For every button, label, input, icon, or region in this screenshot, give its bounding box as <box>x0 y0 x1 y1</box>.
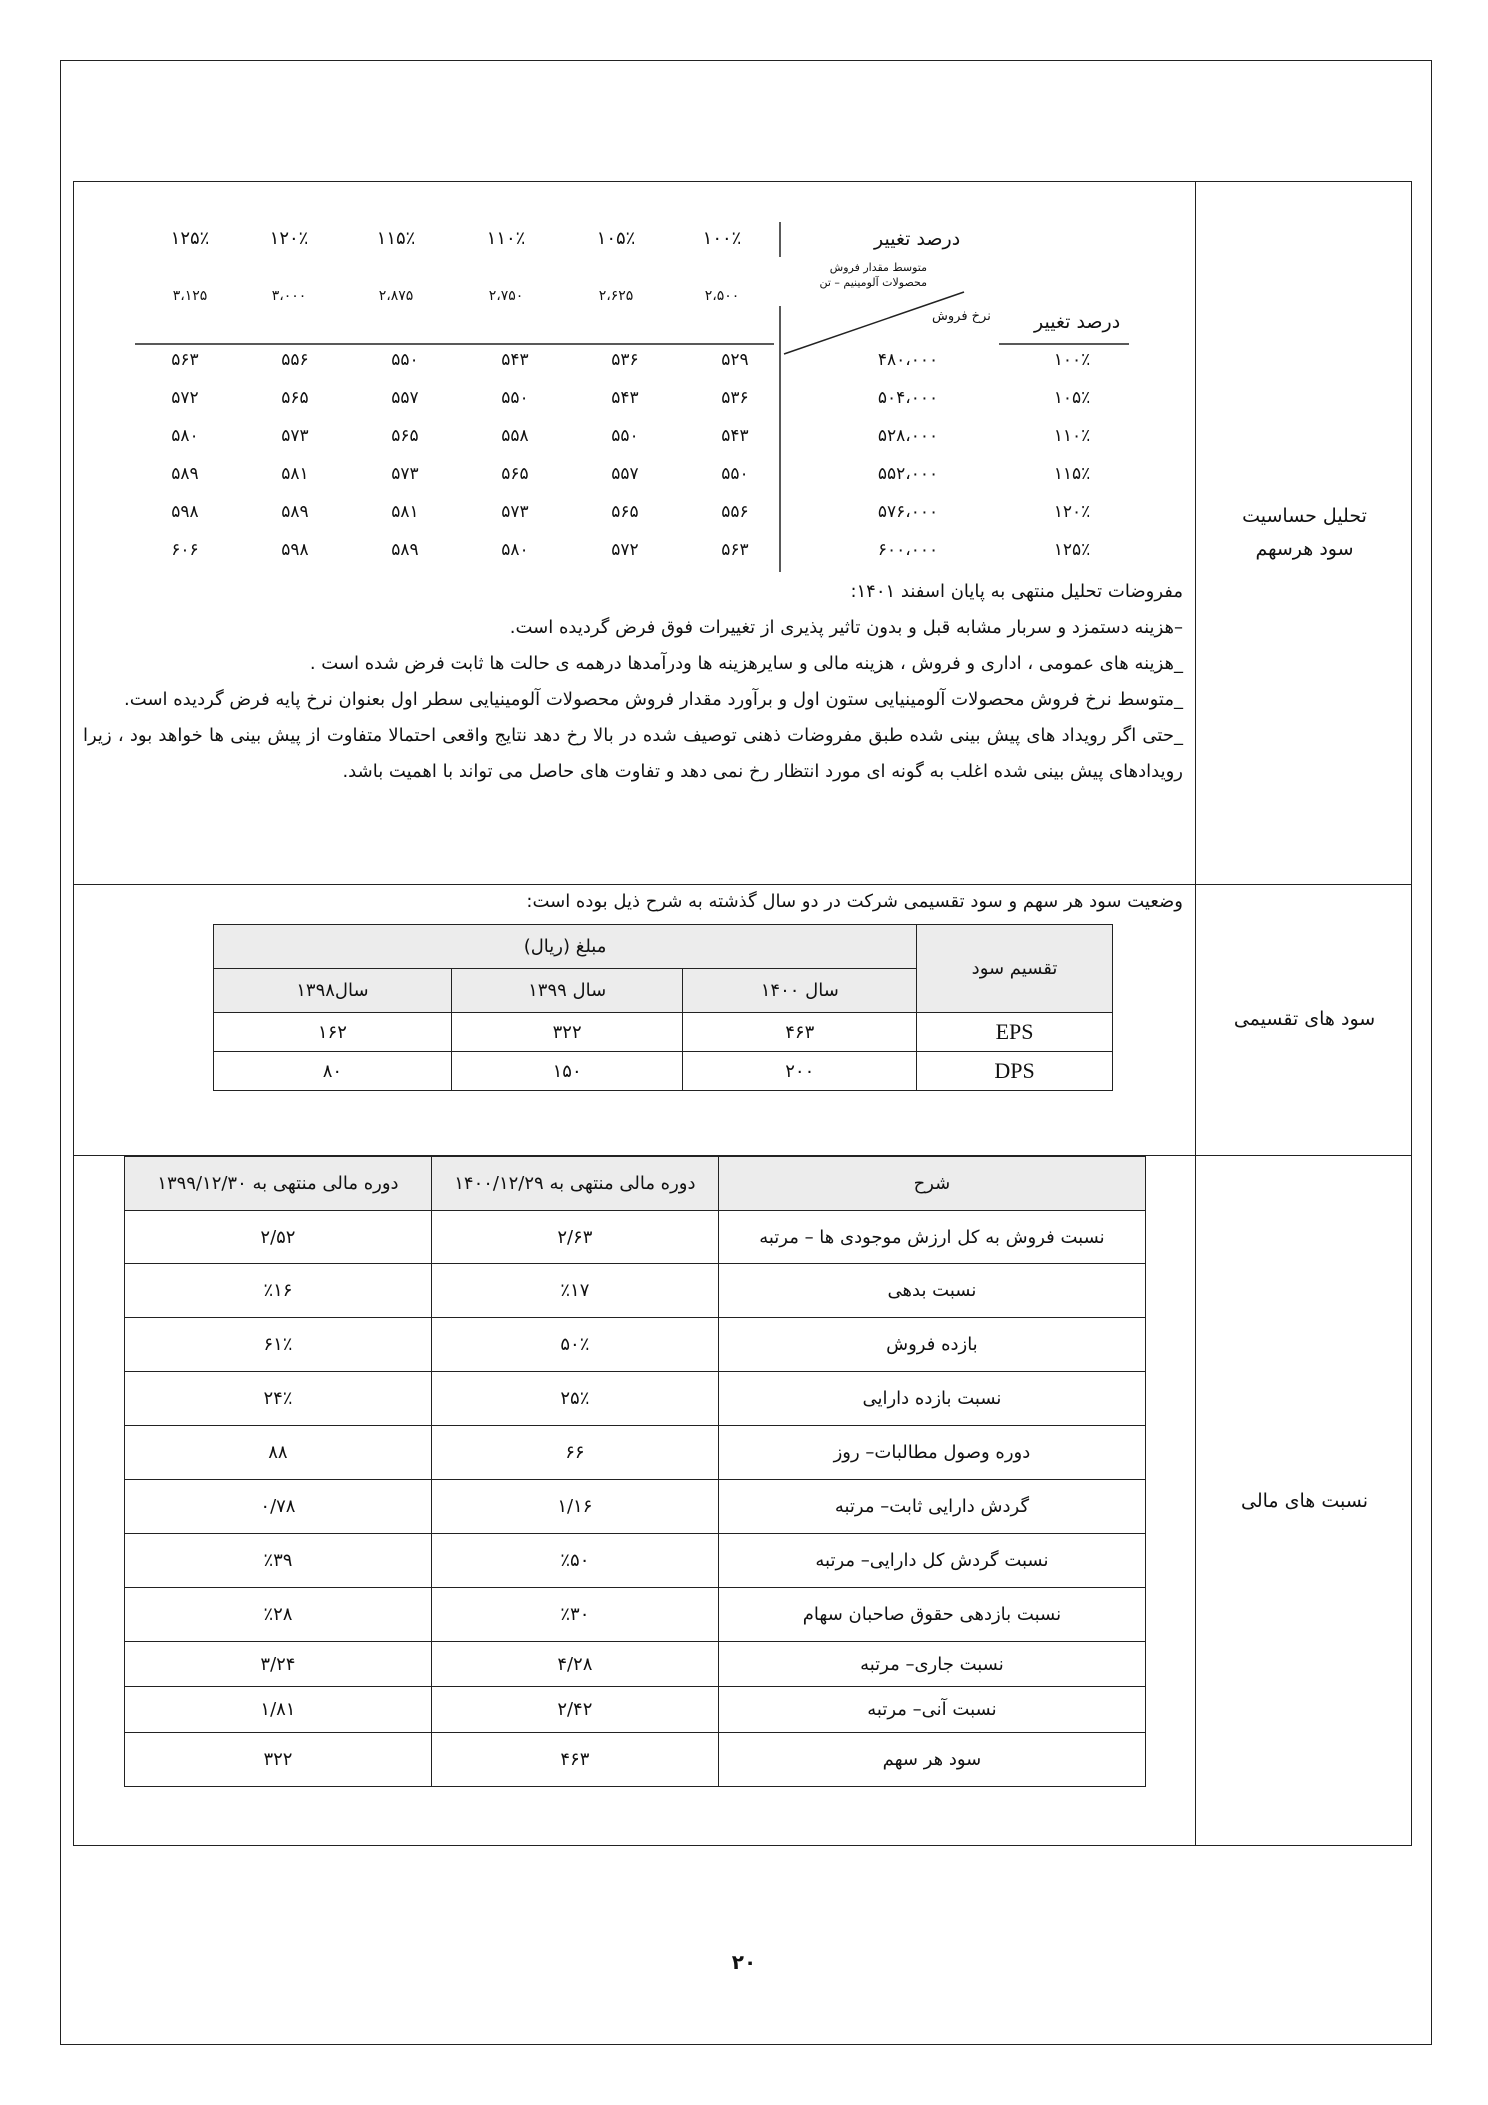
cell: ۵۸۹ <box>171 464 199 484</box>
col-vol-115: ۲،۸۷۵ <box>378 288 414 304</box>
ratio-name: نسبت جاری– مرتبه <box>718 1642 1145 1687</box>
ratio-1400: ٪۳۰ <box>431 1588 718 1642</box>
cell: ۵۵۶ <box>721 502 749 522</box>
ratios-content <box>74 1156 1195 1847</box>
eps-1400: ۴۶۳ <box>683 1013 917 1052</box>
ratio-1400: ۲۵٪ <box>431 1372 718 1426</box>
col-vol-125: ۳،۱۲۵ <box>172 288 208 304</box>
ratio-1400: ۲/۴۲ <box>431 1687 718 1733</box>
ratio-1399: ۸۸ <box>125 1426 432 1480</box>
cell: ۵۵۷ <box>611 464 639 484</box>
dividends-table <box>213 924 1113 1091</box>
cell: ۵۷۲ <box>611 540 639 560</box>
table-row <box>125 1687 1146 1733</box>
cell: ۵۷۳ <box>281 426 309 446</box>
col-pct-120: ۱۲۰٪ <box>269 228 309 249</box>
dividends-intro: وضعیت سود هر سهم و سود تقسیمی شرکت در دو سال گذشته به شرح ذیل بوده است: <box>526 891 1183 912</box>
table-row <box>214 1052 1113 1091</box>
ratio-name: گردش دارایی ثابت– مرتبه <box>718 1480 1145 1534</box>
ratio-name: نسبت بازده دارایی <box>718 1372 1145 1426</box>
ratio-name: نسبت آنی– مرتبه <box>718 1687 1145 1733</box>
cell: ۵۵۰ <box>501 388 529 408</box>
row-rate: ۵۵۲،۰۰۰ <box>877 464 939 484</box>
table-row <box>125 1480 1146 1534</box>
col-pct-105: ۱۰۵٪ <box>596 228 636 249</box>
assumption-item: –هزینه دستمزد و سربار مشابه قبل و بدون تاثیر پذیری از تغییرات فوق فرض گردیده است. <box>509 617 1183 638</box>
ratio-1399: ٪۳۹ <box>125 1534 432 1588</box>
col-pct-125: ۱۲۵٪ <box>170 228 210 249</box>
dps-1399: ۱۵۰ <box>451 1052 683 1091</box>
table-row <box>125 1642 1146 1687</box>
sales-rate-label: نرخ فروش <box>932 309 991 324</box>
dividends-label: سود های تقسیمی <box>1233 1008 1376 1031</box>
cell: ۵۴۳ <box>501 350 529 370</box>
cell: ۵۵۷ <box>391 388 419 408</box>
cell: ۵۶۵ <box>501 464 529 484</box>
assumptions-text <box>83 574 1183 790</box>
ratio-1400: ۶۶ <box>431 1426 718 1480</box>
main-table <box>73 181 1412 1846</box>
year-1398-header: سال۱۳۹۸ <box>214 969 452 1013</box>
cell: ۵۸۹ <box>281 502 309 522</box>
cell: ۵۹۸ <box>281 540 309 560</box>
ratio-1400: ٪۵۰ <box>431 1534 718 1588</box>
period-1399-header: دوره مالی منتهی به ۱۳۹۹/۱۲/۳۰ <box>125 1157 432 1211</box>
ratio-name: سود هر سهم <box>718 1733 1145 1787</box>
cell: ۵۲۹ <box>721 350 749 370</box>
ratio-1400: ۴/۲۸ <box>431 1642 718 1687</box>
row-pct: ۱۰۰٪ <box>1053 350 1091 370</box>
dps-1398: ۸۰ <box>214 1052 452 1091</box>
row-rate: ۴۸۰،۰۰۰ <box>877 350 939 370</box>
cell: ۵۵۸ <box>501 426 529 446</box>
table-row <box>125 1534 1146 1588</box>
col-pct-110: ۱۱۰٪ <box>486 228 526 249</box>
eps-1398: ۱۶۲ <box>214 1013 452 1052</box>
row-pct: ۱۰۵٪ <box>1053 388 1091 408</box>
dps-1400: ۲۰۰ <box>683 1052 917 1091</box>
ratio-1400: ۵۰٪ <box>431 1318 718 1372</box>
cell: ۵۸۹ <box>391 540 419 560</box>
cell: ۵۷۲ <box>171 388 199 408</box>
cell: ۵۶۵ <box>391 426 419 446</box>
row-pct: ۱۱۵٪ <box>1053 464 1091 484</box>
ratio-1400: ٪۱۷ <box>431 1264 718 1318</box>
cell: ۵۹۸ <box>171 502 199 522</box>
year-1400-header: سال ۱۴۰۰ <box>683 969 917 1013</box>
ratio-name: نسبت گردش کل دارایی– مرتبه <box>718 1534 1145 1588</box>
row-rate: ۵۰۴،۰۰۰ <box>877 388 939 408</box>
cell: ۵۷۳ <box>501 502 529 522</box>
col-pct-115: ۱۱۵٪ <box>376 228 416 249</box>
table-row <box>125 1372 1146 1426</box>
amount-header: مبلغ (ریال) <box>214 925 917 969</box>
description-header: شرح <box>718 1157 1145 1211</box>
ratio-1399: ٪۲۸ <box>125 1588 432 1642</box>
cell: ۵۸۱ <box>391 502 419 522</box>
cell: ۵۶۳ <box>721 540 749 560</box>
row-pct: ۱۲۵٪ <box>1053 540 1091 560</box>
ratios-label: نسبت های مالی <box>1241 1489 1368 1512</box>
col-vol-100: ۲،۵۰۰ <box>704 288 740 304</box>
table-row <box>125 1588 1146 1642</box>
assumption-item: _متوسط نرخ فروش محصولات آلومینیایی ستون اول و برآورد مقدار فروش محصولات آلومینیایی سطر اول بعنوان نرخ پایه فرض گردیده است. <box>124 689 1183 710</box>
row-rate: ۵۲۸،۰۰۰ <box>877 426 939 446</box>
cell: ۵۶۳ <box>171 350 199 370</box>
cell: ۵۵۰ <box>391 350 419 370</box>
dps-label: DPS <box>917 1052 1113 1091</box>
period-1400-header: دوره مالی منتهی به ۱۴۰۰/۱۲/۲۹ <box>431 1157 718 1211</box>
row-rate: ۶۰۰،۰۰۰ <box>877 540 939 560</box>
row-pct: ۱۲۰٪ <box>1053 502 1091 522</box>
col-vol-120: ۳،۰۰۰ <box>271 288 307 304</box>
cell: ۵۶۵ <box>611 502 639 522</box>
cell: ۵۵۰ <box>611 426 639 446</box>
ratio-name: بازده فروش <box>718 1318 1145 1372</box>
cell: ۵۵۰ <box>721 464 749 484</box>
ratio-name: دوره وصول مطالبات– روز <box>718 1426 1145 1480</box>
dividends-content <box>74 885 1195 1155</box>
cell: ۵۶۵ <box>281 388 309 408</box>
col-pct-100: ۱۰۰٪ <box>702 228 742 249</box>
cell: ۵۵۶ <box>281 350 309 370</box>
cell: ۵۸۰ <box>501 540 529 560</box>
cell: ۵۴۳ <box>721 426 749 446</box>
ratio-1399: ۶۱٪ <box>125 1318 432 1372</box>
assumption-item: _هزینه های عمومی ، اداری و فروش ، هزینه مالی و سایرهزینه ها ودرآمدها درهمه ی حالت ها ثابت فرض شده است . <box>309 653 1183 674</box>
table-row <box>125 1733 1146 1787</box>
sensitivity-content <box>74 182 1195 884</box>
year-1399-header: سال ۱۳۹۹ <box>451 969 683 1013</box>
assumptions-heading: مفروضات تحلیل منتهی به پایان اسفند ۱۴۰۱: <box>850 581 1183 602</box>
ratio-1399: ۲۴٪ <box>125 1372 432 1426</box>
ratio-name: نسبت بازدهی حقوق صاحبان سهام <box>718 1588 1145 1642</box>
cell: ۵۳۶ <box>721 388 749 408</box>
cell: ۵۸۱ <box>281 464 309 484</box>
table-row <box>125 1318 1146 1372</box>
ratio-1399: ۲/۵۲ <box>125 1211 432 1264</box>
ratio-1400: ۲/۶۳ <box>431 1211 718 1264</box>
cell: ۵۳۶ <box>611 350 639 370</box>
cell: ۶۰۶ <box>171 540 199 560</box>
ratio-1399: ۳۲۲ <box>125 1733 432 1787</box>
eps-1399: ۳۲۲ <box>451 1013 683 1052</box>
row-rate: ۵۷۶،۰۰۰ <box>877 502 939 522</box>
ratio-1400: ۱/۱۶ <box>431 1480 718 1534</box>
eps-label: EPS <box>917 1013 1113 1052</box>
cell: ۵۸۰ <box>171 426 199 446</box>
cell: ۵۴۳ <box>611 388 639 408</box>
ratio-1399: ۳/۲۴ <box>125 1642 432 1687</box>
ratio-1400: ۴۶۳ <box>431 1733 718 1787</box>
table-row <box>125 1426 1146 1480</box>
change-percent-top: درصد تغییر <box>874 228 961 250</box>
ratio-name: نسبت بدهی <box>718 1264 1145 1318</box>
row-pct: ۱۱۰٪ <box>1053 426 1091 446</box>
dividend-col-header: تقسیم سود <box>917 925 1113 1013</box>
change-percent-side: درصد تغییر <box>1034 311 1121 333</box>
ratio-1399: ٪۱۶ <box>125 1264 432 1318</box>
ratios-table <box>124 1156 1146 1787</box>
table-row <box>214 1013 1113 1052</box>
ratio-1399: ۰/۷۸ <box>125 1480 432 1534</box>
ratio-name: نسبت فروش به کل ارزش موجودی ها – مرتبه <box>718 1211 1145 1264</box>
ratio-1399: ۱/۸۱ <box>125 1687 432 1733</box>
col-vol-105: ۲،۶۲۵ <box>598 288 634 304</box>
page-number: ۲۰ <box>731 1950 757 1974</box>
avg-volume-label: متوسط مقدار فروش محصولات آلومینیم – تن <box>819 261 927 289</box>
col-vol-110: ۲،۷۵۰ <box>488 288 524 304</box>
table-row <box>125 1264 1146 1318</box>
table-row <box>125 1211 1146 1264</box>
cell: ۵۷۳ <box>391 464 419 484</box>
sensitivity-label: تحلیل حساسیت سود هرسهم <box>1242 504 1367 560</box>
assumption-item: _حتی اگر رویداد های پیش بینی شده طبق مفروضات ذهنی توصیف شده در بالا رخ دهد نتایج واقعی احتمالا متفاوت از پیش بینی ها خواهد بود ، زیرا رویدادهای پیش بینی شده اغلب به گونه ای مورد انتظار رخ نمی دهد و تفاوت های حاصل می تواند با اهمیت باشد. <box>83 725 1183 782</box>
